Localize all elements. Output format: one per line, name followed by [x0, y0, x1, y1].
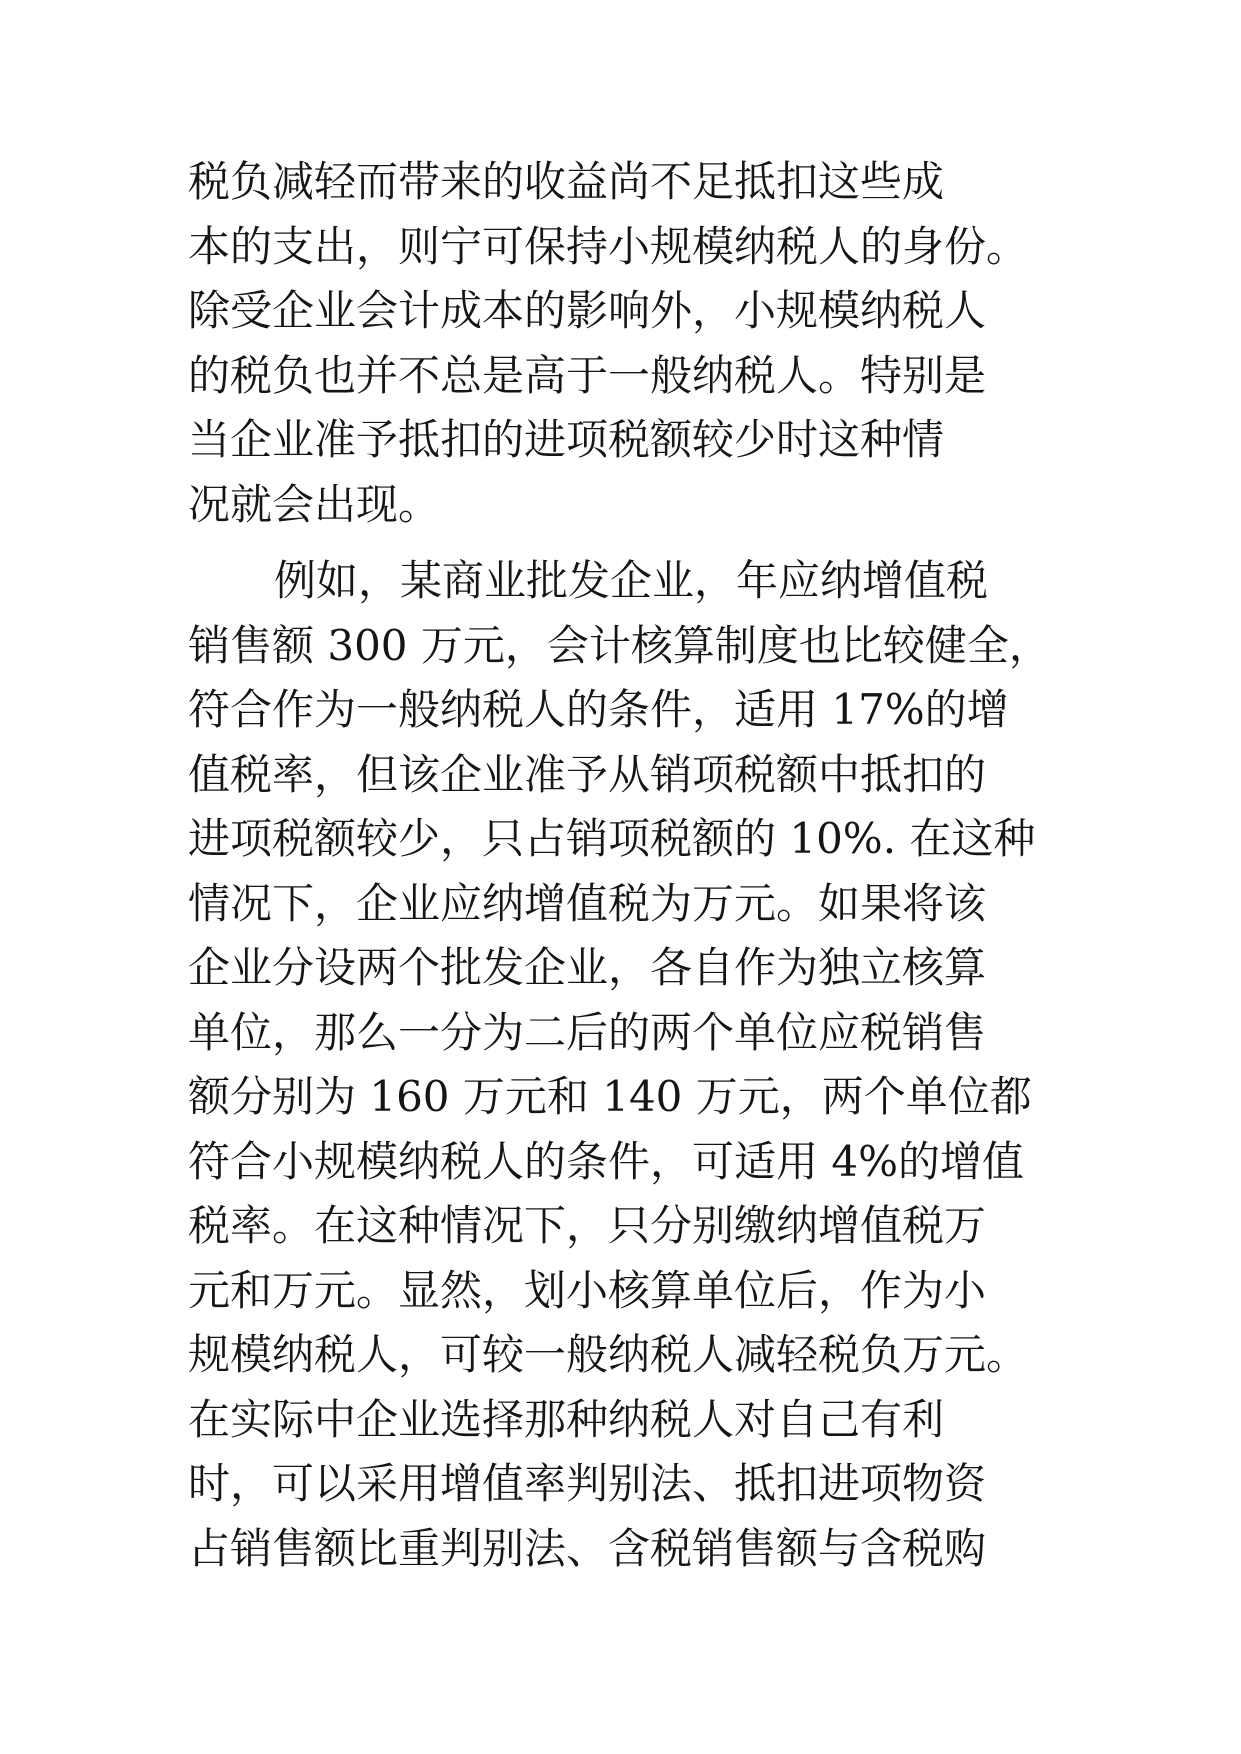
text-line: 销售额 300 万元，会计核算制度也比较健全， [188, 620, 1051, 670]
text-line: 税负减轻而带来的收益尚不足抵扣这些成 [188, 157, 945, 206]
text-line: 单位，那么一分为二后的两个单位应税销售 [188, 1007, 987, 1057]
text-line: 时，可以采用增值率判别法、抵扣进项物资 [188, 1459, 987, 1508]
text-line: 值税率，但该企业准予从销项税额中抵扣的 [188, 749, 987, 799]
text-line: 企业分设两个批发企业，各自作为独立核算 [188, 943, 987, 992]
text-line: 额分别为 160 万元和 140 万元，两个单位都 [188, 1072, 1032, 1121]
text-line: 税率。在这种情况下，只分别缴纳增值税万 [188, 1201, 987, 1250]
text-line: 情况下，企业应纳增值税为万元。如果将该 [188, 878, 987, 928]
text-line: 元和万元。显然，划小核算单位后，作为小 [188, 1265, 987, 1315]
text-line: 的税负也并不总是高于一般纳税人。特别是 [188, 350, 987, 400]
text-line: 本的支出，则宁可保持小规模纳税人的身份。 [188, 221, 1029, 271]
text-line: 当企业准予抵扣的进项税额较少时这种情 [188, 415, 945, 464]
paragraph-first-line: 例如，某商业批发企业，年应纳增值税 [274, 556, 989, 605]
text-line: 况就会出现。 [188, 479, 441, 529]
body-text [188, 150, 1188, 1581]
text-line: 在实际中企业选择那种纳税人对自己有利 [188, 1394, 945, 1444]
text-line: 符合小规模纳税人的条件，可适用 4%的增值 [188, 1136, 1024, 1186]
text-line: 符合作为一般纳税人的条件，适用 17%的增 [188, 685, 1009, 734]
text-line: 进项税额较少，只占销项税额的 10%. 在这种 [188, 814, 1036, 863]
text-line: 规模纳税人，可较一般纳税人减轻税负万元。 [188, 1330, 1029, 1379]
text-line: 占销售额比重判别法、含税销售额与含税购 [188, 1523, 987, 1573]
text-line: 除受企业会计成本的影响外，小规模纳税人 [188, 286, 987, 335]
